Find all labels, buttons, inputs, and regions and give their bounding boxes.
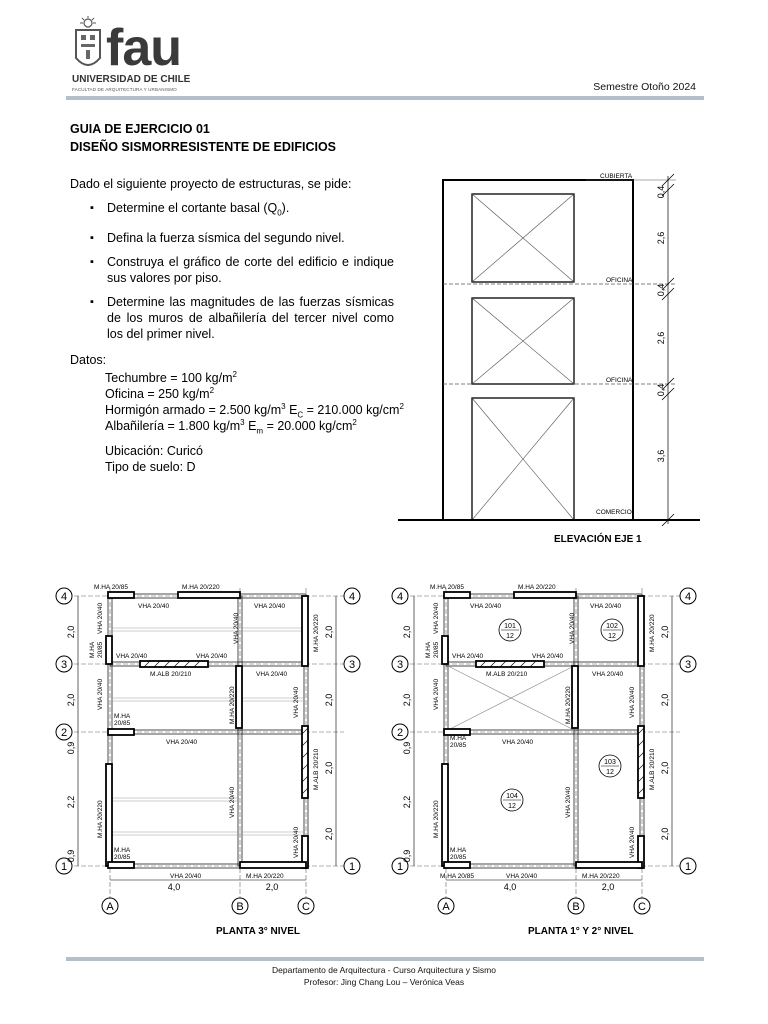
element-label: M.HA 20/220	[433, 800, 440, 838]
task-item: ▪ Determine las magnitudes de las fuerzas sísmicas de los muros de albañilería del tercer nivel como los del primer nivel.	[90, 294, 394, 342]
element-label: M.HA 20/220	[649, 614, 656, 652]
axis-label: 1	[396, 861, 404, 873]
faculty-name: FACULTAD DE ARQUITECTURA Y URBANISMO	[72, 87, 177, 92]
element-label: 20/85	[114, 720, 131, 727]
element-label: VHA 20/40	[256, 671, 288, 678]
task-list	[90, 200, 394, 350]
logo-wordmark: fau	[106, 19, 181, 77]
element-label: 20/85	[97, 641, 104, 658]
element-label: M.HA	[114, 847, 131, 854]
element-label: M.HA 20/220	[565, 686, 572, 724]
guide-subtitle: DISEÑO SISMORRESISTENTE DE EDIFICIOS	[70, 140, 337, 154]
dim-label: 2,2	[66, 795, 76, 809]
element-label: M.HA 20/220	[229, 686, 236, 724]
element-label: VHA 20/40	[293, 826, 300, 858]
datos-techumbre: Techumbre = 100 $kg/m^2$	[105, 370, 237, 386]
axis-label: 1	[60, 861, 68, 873]
footer-professors: Profesor: Jing Chang Lou – Verónica Veas	[303, 977, 465, 987]
element-label: VHA 20/40	[569, 612, 576, 644]
element-label: VHA 20/40	[433, 678, 440, 710]
element-label: M.HA 20/85	[440, 873, 474, 880]
element-label: VHA 20/40	[138, 603, 170, 610]
element-label: M.ALB 20/210	[313, 748, 320, 790]
dim-label: 2,0	[324, 761, 334, 775]
dim-label: 2,0	[660, 693, 670, 707]
element-label: VHA 20/40	[116, 653, 148, 660]
plan-3-title: PLANTA 3° NIVEL	[216, 926, 301, 937]
element-label: VHA 20/40	[532, 653, 564, 660]
datos-suelo: Tipo de suelo: D	[105, 460, 196, 474]
plan-12-title: PLANTA 1° Y 2° NIVEL	[528, 926, 634, 937]
elevation-dim: 0,4	[656, 383, 666, 397]
axis-label: 2	[396, 727, 404, 739]
element-label: VHA 20/40	[470, 603, 502, 610]
element-label: VHA 20/40	[254, 603, 286, 610]
header-rule	[66, 96, 704, 100]
element-label: VHA 20/40	[433, 602, 440, 634]
dim-label: 2,0	[402, 625, 412, 639]
task-item: ▪ Determine el cortante basal $(Q_0)$.	[90, 200, 394, 222]
dim-label: 2,0	[660, 625, 670, 639]
plan-12-drawing	[386, 578, 706, 918]
element-label: VHA 20/40	[452, 653, 484, 660]
dim-label: 2,0	[660, 827, 670, 841]
room-area: 12	[508, 803, 516, 810]
axis-label: A	[442, 901, 450, 913]
element-label: M.ALB 20/210	[150, 671, 192, 678]
footer-rule	[66, 957, 704, 961]
element-label: M.HA 20/220	[182, 584, 220, 591]
semester-label: Semestre Otoño 2024	[593, 81, 696, 93]
axis-label: 4	[684, 591, 692, 603]
element-label: 20/85	[450, 854, 467, 861]
element-label: M.HA 20/85	[430, 584, 464, 591]
dim-label: 2,2	[402, 795, 412, 809]
axis-label: 3	[60, 659, 68, 671]
dim-label: 2,0	[601, 882, 615, 892]
plan-3-drawing	[50, 578, 370, 918]
level-label: OFICINA	[606, 277, 633, 284]
task-item: ▪ Defina la fuerza sísmica del segundo nivel.	[90, 230, 394, 246]
axis-label: C	[302, 901, 310, 913]
element-label: M.HA 20/85	[94, 584, 128, 591]
seal-icon	[72, 16, 104, 74]
element-label: 20/85	[450, 742, 467, 749]
axis-label: B	[236, 901, 244, 913]
level-label: COMERCIO	[596, 509, 632, 516]
dim-label: 0,9	[402, 741, 412, 755]
elevation-drawing	[396, 166, 706, 548]
room-area: 12	[606, 769, 614, 776]
element-label: M.HA 20/220	[313, 614, 320, 652]
dim-label: 2,0	[66, 693, 76, 707]
element-label: M.HA 20/220	[246, 873, 284, 880]
element-label: VHA 20/40	[196, 653, 228, 660]
dim-label: 2,0	[66, 625, 76, 639]
dim-label: 2,0	[402, 693, 412, 707]
element-label: VHA 20/40	[166, 739, 198, 746]
elevation-dim: 3,6	[656, 449, 666, 463]
element-label: VHA 20/40	[97, 602, 104, 634]
element-label: VHA 20/40	[565, 786, 572, 818]
dim-label: 2,0	[660, 761, 670, 775]
footer-department: Departamento de Arquitectura - Curso Arquitectura y Sismo	[272, 965, 496, 975]
element-label: VHA 20/40	[229, 786, 236, 818]
dim-label: 2,0	[265, 882, 279, 892]
element-label: 20/85	[114, 854, 131, 861]
guide-title: GUIA DE EJERCICIO 01	[70, 122, 210, 136]
datos-hormigon: Hormigón armado = 2.500 $kg/m^3$ $E_C = 210.000$ $kg/cm^2$	[105, 402, 404, 420]
axis-label: 1	[348, 861, 356, 873]
element-label: M.HA 20/220	[97, 800, 104, 838]
dim-label: 0,9	[66, 741, 76, 755]
university-name: UNIVERSIDAD DE CHILE	[72, 74, 191, 85]
element-label: M.ALB 20/210	[486, 671, 528, 678]
datos-albanileria: Albañilería = 1.800 $kg/m^3$ $E_m = 20.000$ $kg/cm^2$	[105, 418, 357, 436]
element-label: M.HA	[114, 713, 131, 720]
element-label: M.HA 20/220	[582, 873, 620, 880]
datos-label: Datos:	[70, 353, 107, 367]
room-number: 103	[604, 759, 616, 766]
axis-label: C	[638, 901, 646, 913]
elevation-title: ELEVACIÓN EJE 1	[554, 534, 642, 545]
level-label: CUBIERTA	[600, 173, 633, 180]
axis-label: 4	[396, 591, 404, 603]
room-area: 12	[506, 633, 514, 640]
element-label: M.ALB 20/210	[649, 748, 656, 790]
element-label: VHA 20/40	[293, 686, 300, 718]
element-label: VHA 20/40	[590, 603, 622, 610]
datos-ubicacion: Ubicación: Curicó	[105, 444, 203, 458]
elevation-dim: 0,4	[656, 185, 666, 199]
dim-label: 2,0	[324, 625, 334, 639]
axis-label: 1	[684, 861, 692, 873]
room-area: 12	[608, 633, 616, 640]
element-label: M.HA	[89, 641, 96, 658]
room-number: 101	[504, 623, 516, 630]
dim-label: 2,0	[324, 827, 334, 841]
element-label: VHA 20/40	[592, 671, 624, 678]
axis-label: 3	[684, 659, 692, 671]
element-label: VHA 20/40	[170, 873, 202, 880]
axis-label: 4	[348, 591, 356, 603]
axis-label: 3	[348, 659, 356, 671]
element-label: VHA 20/40	[233, 612, 240, 644]
element-label: M.HA	[450, 735, 467, 742]
element-label: M.HA	[425, 641, 432, 658]
elevation-dim: 2,6	[656, 331, 666, 345]
axis-label: 3	[396, 659, 404, 671]
element-label: VHA 20/40	[506, 873, 538, 880]
axis-label: B	[572, 901, 580, 913]
axis-label: 4	[60, 591, 68, 603]
datos-oficina: Oficina = 250 $kg/m^2$	[105, 386, 215, 402]
axis-label: A	[106, 901, 114, 913]
elevation-dim: 0,4	[656, 283, 666, 297]
room-number: 102	[606, 623, 618, 630]
axis-label: 2	[60, 727, 68, 739]
dim-label: 4,0	[503, 882, 517, 892]
element-label: VHA 20/40	[502, 739, 534, 746]
intro-text: Dado el siguiente proyecto de estructuras, se pide:	[70, 177, 352, 191]
task-item: ▪ Construya el gráfico de corte del edificio e indique sus valores por piso.	[90, 254, 394, 286]
dim-label: 0,9	[402, 849, 412, 863]
room-number: 104	[506, 793, 518, 800]
dim-label: 0,9	[66, 849, 76, 863]
element-label: VHA 20/40	[97, 678, 104, 710]
dim-label: 4,0	[167, 882, 181, 892]
elevation-dim: 2,6	[656, 231, 666, 245]
element-label: VHA 20/40	[629, 686, 636, 718]
element-label: M.HA 20/220	[518, 584, 556, 591]
element-label: M.HA	[450, 847, 467, 854]
element-label: 20/85	[433, 641, 440, 658]
level-label: OFICINA	[606, 377, 633, 384]
dim-label: 2,0	[324, 693, 334, 707]
element-label: VHA 20/40	[629, 826, 636, 858]
